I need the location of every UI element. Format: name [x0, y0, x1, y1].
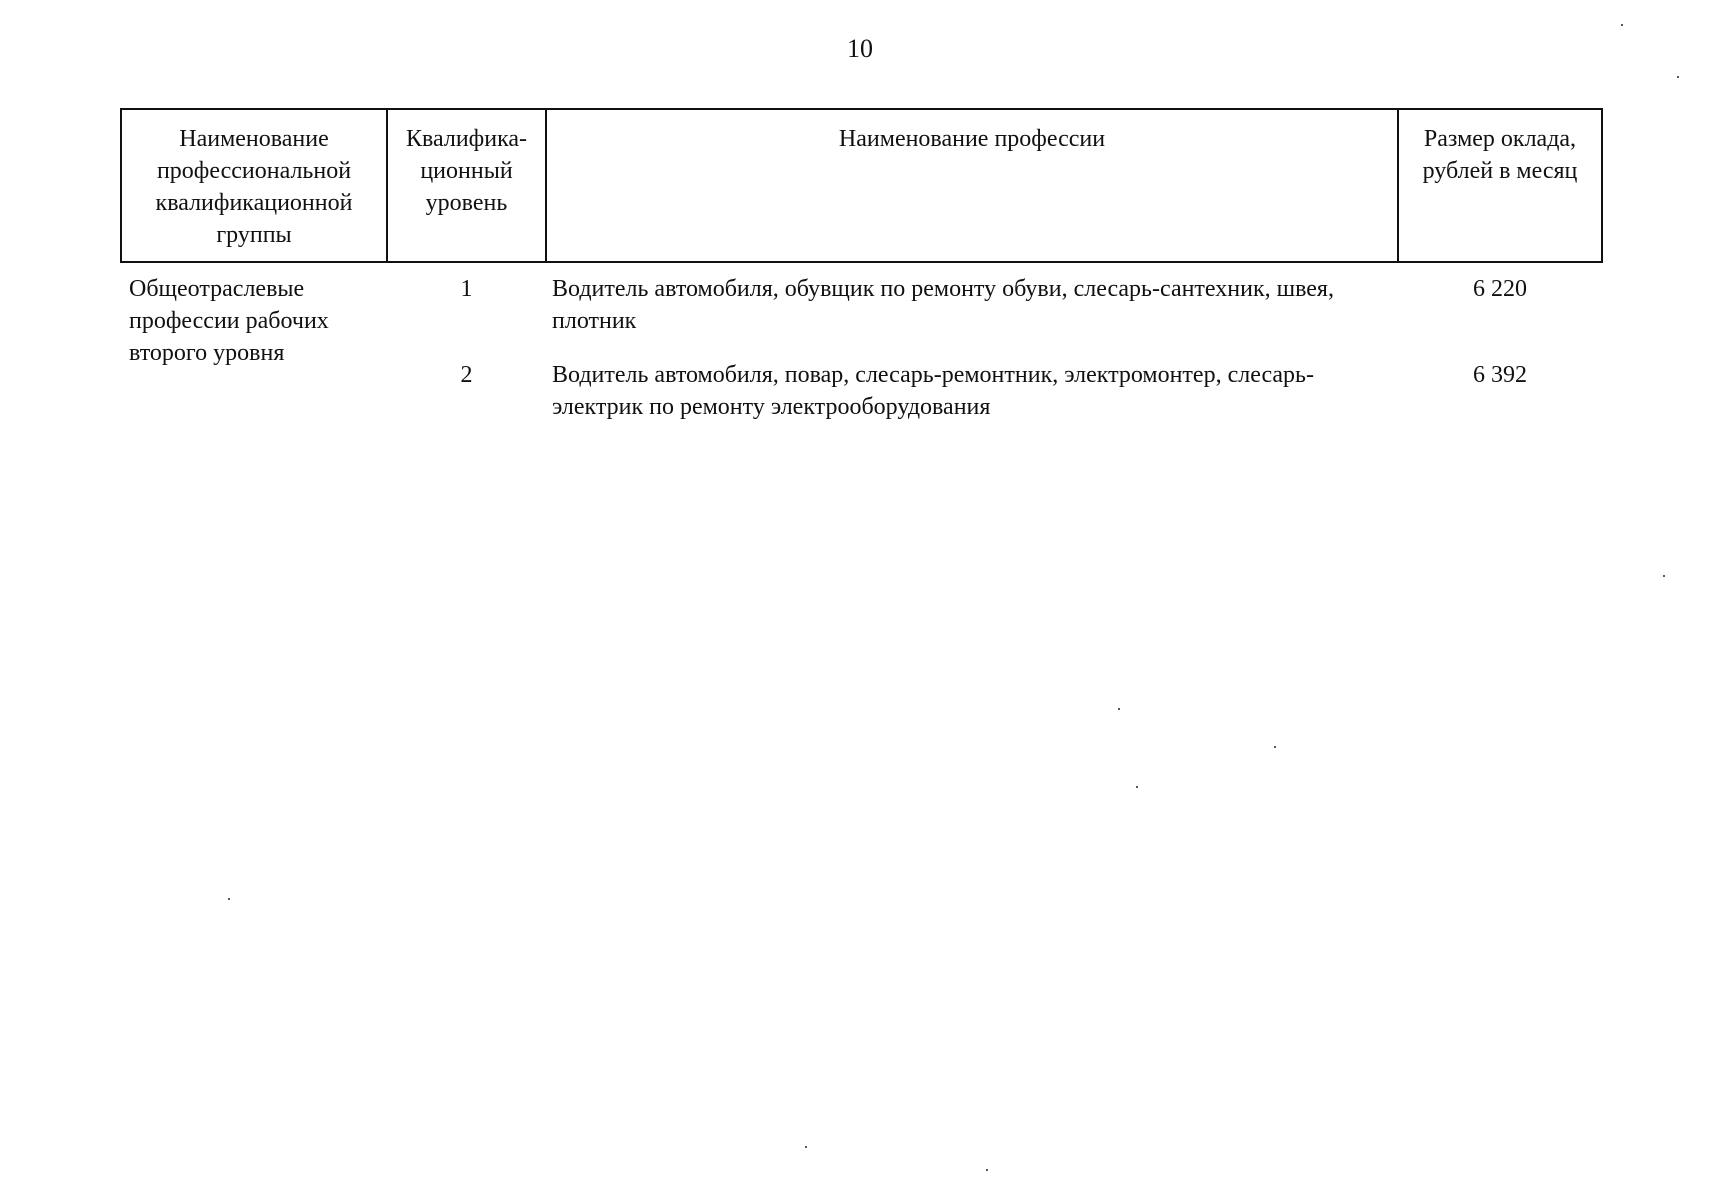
scan-speck	[986, 1169, 988, 1171]
salary-cell: 6 392	[1473, 362, 1527, 388]
salary-cell: 6 220	[1473, 276, 1527, 302]
scan-speck	[1621, 24, 1623, 26]
table-body	[121, 262, 1602, 423]
header-profession-name: Наименование профессии	[546, 109, 1398, 262]
salary-table-container	[120, 108, 1601, 423]
group-name-cell: Общеотраслевые профессии рабочих второго уровня	[129, 276, 329, 366]
level-cell: 2	[460, 362, 473, 388]
scan-speck	[805, 1146, 807, 1148]
scan-speck	[1136, 786, 1138, 788]
professions-cell: Водитель автомобиля, повар, слесарь-ремонтник, электромонтер, слесарь-электрик по ремонту электрооборудования	[552, 362, 1314, 420]
scan-speck	[1663, 575, 1665, 577]
header-salary: Размер оклада, рублей в месяц	[1398, 109, 1602, 262]
page-number: 10	[847, 34, 873, 63]
professions-cell: Водитель автомобиля, обувщик по ремонту обуви, слесарь-сантехник, швея, плотник	[552, 276, 1334, 334]
level-cell: 1	[460, 276, 473, 302]
scan-speck	[228, 898, 230, 900]
header-row	[121, 109, 1602, 262]
header-group-name: Наименование профессиональной квалификационной группы	[121, 109, 387, 262]
scan-speck	[1118, 708, 1120, 710]
salary-table	[120, 108, 1603, 423]
table-header	[121, 109, 1602, 262]
scan-speck	[1274, 746, 1276, 748]
header-qualification-level: Квалифика-ционный уровень	[387, 109, 546, 262]
table-row	[121, 262, 1602, 337]
scan-speck	[1677, 76, 1679, 78]
